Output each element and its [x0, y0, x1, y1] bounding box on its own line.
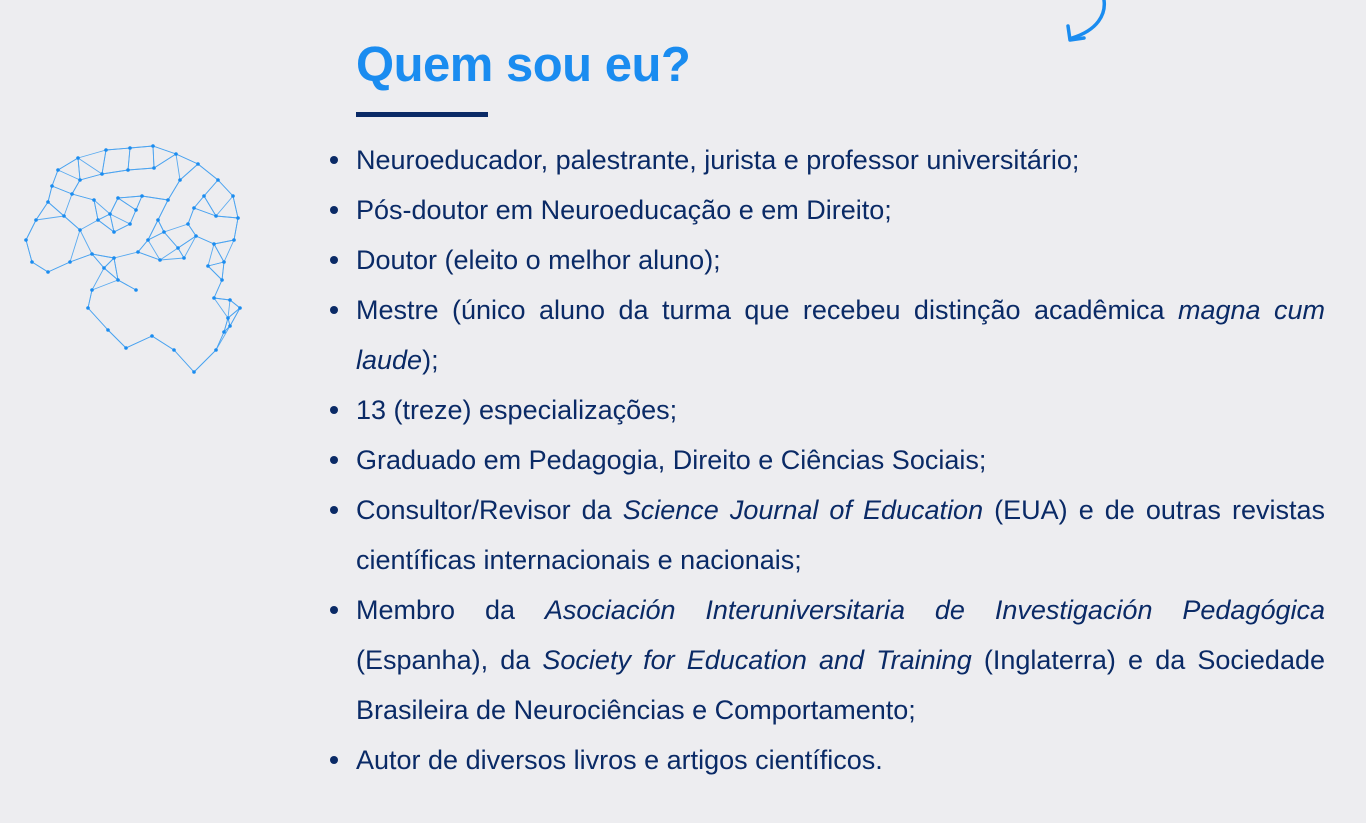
brain-network-link — [78, 158, 80, 180]
brain-network-link — [58, 158, 78, 170]
brain-network-link — [164, 232, 178, 248]
brain-network-link — [36, 216, 64, 220]
brain-network-link — [92, 268, 104, 290]
bio-item-text: (Espanha), da — [356, 645, 543, 675]
brain-network-link — [98, 214, 110, 220]
bio-list-item — [356, 385, 1325, 435]
brain-network-link — [114, 224, 130, 232]
brain-network-node — [50, 184, 54, 188]
brain-network-link — [204, 196, 216, 216]
brain-network-link — [152, 336, 174, 350]
brain-network-link — [148, 240, 160, 260]
brain-network-link — [138, 252, 160, 260]
brain-network-node — [156, 218, 160, 222]
brain-network-link — [228, 308, 240, 318]
brain-network-node — [30, 260, 34, 264]
brain-network-node — [34, 218, 38, 222]
brain-network-link — [138, 240, 148, 252]
brain-network-node — [232, 238, 236, 242]
brain-network-node — [182, 256, 186, 260]
brain-network-link — [48, 262, 70, 272]
brain-network-link — [214, 298, 228, 318]
brain-network-node — [228, 298, 232, 302]
brain-network-node — [46, 270, 50, 274]
brain-network-link — [208, 266, 222, 280]
brain-network-link — [214, 298, 230, 300]
brain-network-link — [88, 308, 108, 330]
brain-network-link — [196, 236, 214, 244]
brain-network-node — [128, 146, 132, 150]
bio-list — [356, 135, 1325, 785]
page-title: Quem sou eu? — [356, 38, 691, 92]
brain-network-node — [102, 266, 106, 270]
brain-network-node — [176, 246, 180, 250]
brain-network-link — [118, 280, 136, 290]
bio-item-text: (Inglaterra) e da Sociedade Brasileira de Neurociências e Comportamento; — [356, 645, 1325, 725]
brain-network-node — [86, 306, 90, 310]
brain-network-node — [68, 260, 72, 264]
brain-network-link — [118, 196, 142, 198]
brain-network-link — [64, 216, 80, 230]
brain-network-link — [178, 236, 196, 248]
brain-network-node — [70, 192, 74, 196]
brain-network-link — [184, 236, 196, 258]
brain-network-node — [106, 328, 110, 332]
brain-network-link — [114, 252, 138, 258]
brain-network-link — [128, 168, 154, 170]
brain-network-node — [236, 216, 240, 220]
brain-network-node — [112, 230, 116, 234]
brain-network-link — [176, 154, 198, 164]
brain-network-node — [128, 222, 132, 226]
bio-list-item — [356, 285, 1325, 385]
brain-network-node — [194, 234, 198, 238]
brain-network-node — [90, 252, 94, 256]
brain-network-node — [76, 156, 80, 160]
brain-network-link — [198, 164, 218, 180]
title-underline — [356, 112, 488, 117]
brain-network-link — [106, 148, 130, 150]
brain-network-link — [26, 220, 36, 240]
brain-network-link — [160, 248, 178, 260]
brain-network-node — [56, 168, 60, 172]
brain-network-link — [222, 262, 224, 280]
about-section — [356, 34, 1325, 785]
brain-network-link — [168, 180, 180, 200]
brain-network-link — [164, 224, 188, 232]
bio-item-text: Neuroeducador, palestrante, jurista e professor universitário; — [356, 145, 1080, 175]
brain-network-link — [80, 220, 98, 230]
brain-network-link — [180, 164, 198, 180]
brain-network-link — [32, 262, 48, 272]
brain-network-icon — [18, 140, 253, 380]
bio-item-text: Autor de diversos livros e artigos científicos. — [356, 745, 883, 775]
brain-network-link — [214, 280, 222, 298]
brain-network-link — [142, 196, 168, 200]
brain-network-node — [124, 346, 128, 350]
brain-network-node — [104, 148, 108, 152]
brain-network-node — [166, 198, 170, 202]
bio-item-italic-text: magna cum laude — [356, 295, 1325, 375]
bio-item-text: Graduado em Pedagogia, Direito e Ciências Sociais; — [356, 445, 987, 475]
brain-network-link — [214, 244, 224, 262]
brain-network-node — [216, 178, 220, 182]
brain-network-link — [48, 202, 64, 216]
brain-network-link — [70, 230, 80, 262]
brain-network-link — [80, 230, 92, 254]
brain-network-node — [112, 256, 116, 260]
brain-network-link — [126, 336, 152, 348]
bio-list-item — [356, 735, 1325, 785]
brain-network-link — [188, 224, 196, 236]
brain-network-node — [178, 178, 182, 182]
brain-network-link — [208, 244, 214, 266]
brain-network-node — [108, 212, 112, 216]
brain-network-link — [214, 240, 234, 244]
brain-network-link — [130, 146, 153, 148]
brain-network-link — [216, 216, 238, 218]
brain-network-node — [174, 152, 178, 156]
bio-list-item — [356, 585, 1325, 735]
brain-network-node — [150, 334, 154, 338]
bio-item-text: Consultor/Revisor da — [356, 495, 623, 525]
brain-network-node — [228, 324, 232, 328]
brain-network-link — [153, 146, 154, 168]
bio-list-item — [356, 185, 1325, 235]
brain-network-link — [153, 146, 176, 154]
brain-network-link — [234, 218, 238, 240]
brain-network-node — [134, 288, 138, 292]
brain-network-node — [222, 260, 226, 264]
brain-network-link — [188, 208, 194, 224]
brain-network-link — [118, 198, 136, 210]
brain-network-node — [212, 296, 216, 300]
brain-network-link — [108, 330, 126, 348]
brain-network-node — [214, 214, 218, 218]
brain-network-link — [26, 240, 32, 262]
brain-network-node — [146, 238, 150, 242]
brain-network-node — [78, 178, 82, 182]
brain-network-node — [186, 222, 190, 226]
brain-network-node — [96, 218, 100, 222]
brain-network-link — [48, 186, 52, 202]
brain-network-link — [128, 148, 130, 170]
bio-item-text: (EUA) e de outras revistas científicas internacionais e nacionais; — [356, 495, 1325, 575]
brain-network-link — [102, 170, 128, 174]
brain-network-link — [52, 170, 58, 186]
brain-network-node — [196, 162, 200, 166]
brain-network-node — [24, 238, 28, 242]
bio-list-item — [356, 235, 1325, 285]
brain-network-node — [116, 196, 120, 200]
brain-network-link — [130, 210, 136, 224]
brain-network-link — [233, 196, 238, 218]
bio-item-text: Mestre (único aluno da turma que recebeu distinção acadêmica — [356, 295, 1178, 325]
brain-network-link — [92, 280, 118, 290]
brain-network-link — [110, 198, 118, 214]
bio-item-italic-text: Society for Education and Training — [542, 645, 972, 675]
bio-item-text: 13 (treze) especializações; — [356, 395, 678, 425]
brain-network-link — [80, 174, 102, 180]
bio-list-item — [356, 135, 1325, 185]
brain-network-node — [46, 200, 50, 204]
brain-network-link — [216, 326, 230, 350]
bio-item-text: Pós-doutor em Neuroeducação e em Direito; — [356, 195, 892, 225]
brain-network-node — [220, 278, 224, 282]
brain-network-link — [218, 180, 233, 196]
brain-network-link — [204, 180, 218, 196]
brain-network-link — [194, 196, 204, 208]
brain-network-link — [36, 202, 48, 220]
bio-item-text: ); — [422, 345, 439, 375]
brain-network-node — [202, 194, 206, 198]
brain-network-link — [64, 194, 72, 216]
brain-network-link — [228, 300, 230, 318]
bio-item-text: Membro da — [356, 595, 545, 625]
brain-network-link — [72, 180, 80, 194]
brain-network-node — [90, 288, 94, 292]
brain-network-link — [230, 308, 240, 326]
brain-network-node — [192, 206, 196, 210]
brain-network-link — [158, 200, 168, 220]
bio-item-italic-text: Science Journal of Education — [622, 495, 984, 525]
brain-network-node — [214, 348, 218, 352]
brain-network-link — [230, 300, 240, 308]
brain-network-node — [78, 228, 82, 232]
brain-network-link — [224, 240, 234, 262]
brain-network-node — [116, 278, 120, 282]
brain-network-node — [134, 208, 138, 212]
bio-list-item — [356, 435, 1325, 485]
brain-network-link — [88, 290, 92, 308]
brain-network-link — [104, 258, 114, 268]
brain-network-link — [216, 196, 233, 216]
brain-network-node — [62, 214, 66, 218]
brain-network-node — [158, 258, 162, 262]
bio-list-item — [356, 485, 1325, 585]
brain-network-link — [208, 262, 224, 266]
bio-item-text: Doutor (eleito o melhor aluno); — [356, 245, 721, 275]
brain-network-node — [222, 330, 226, 334]
brain-network-link — [102, 150, 106, 174]
brain-network-link — [194, 208, 216, 216]
brain-network-link — [72, 194, 94, 200]
brain-network-node — [136, 250, 140, 254]
brain-network-link — [176, 154, 180, 180]
brain-network-node — [192, 370, 196, 374]
brain-network-node — [226, 316, 230, 320]
brain-network-link — [154, 154, 176, 168]
brain-network-link — [70, 254, 92, 262]
brain-network-link — [174, 350, 194, 372]
brain-network-node — [140, 194, 144, 198]
brain-network-link — [78, 150, 106, 158]
brain-network-node — [212, 242, 216, 246]
brain-network-node — [100, 172, 104, 176]
brain-network-node — [172, 348, 176, 352]
brain-network-link — [58, 170, 80, 180]
brain-network-node — [151, 144, 155, 148]
brain-network-link — [136, 196, 142, 210]
brain-network-link — [160, 258, 184, 260]
bio-item-italic-text: Asociación Interuniversitaria de Investigación Pedagógica — [544, 595, 1325, 625]
brain-network-node — [162, 230, 166, 234]
brain-network-link — [158, 220, 164, 232]
brain-network-node — [238, 306, 242, 310]
brain-network-node — [231, 194, 235, 198]
brain-network-node — [206, 264, 210, 268]
brain-network-link — [52, 186, 72, 194]
brain-network-link — [78, 158, 102, 174]
brain-network-node — [152, 166, 156, 170]
brain-network-link — [110, 214, 130, 224]
brain-network-node — [126, 168, 130, 172]
brain-network-node — [92, 198, 96, 202]
brain-network-link — [194, 350, 216, 372]
